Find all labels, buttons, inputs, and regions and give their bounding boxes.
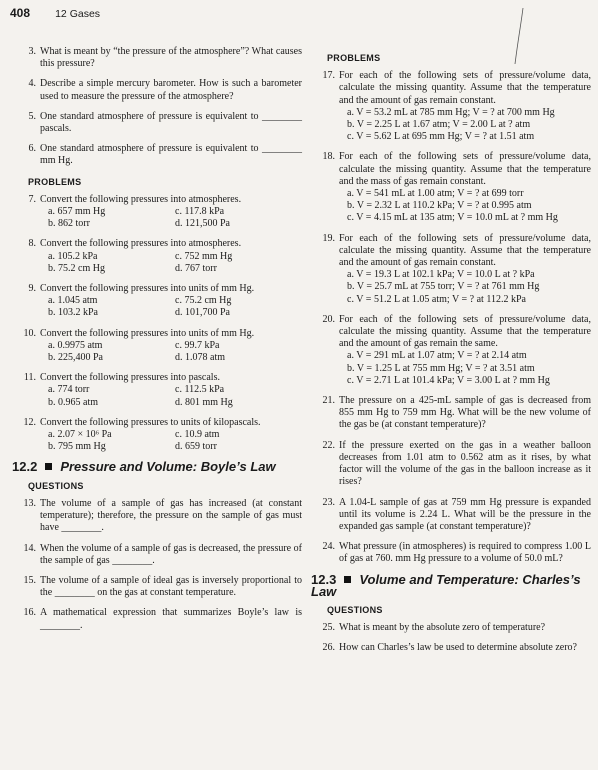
answer-options xyxy=(40,340,302,364)
answer-option: c. 10.9 atm xyxy=(175,429,220,441)
question-item xyxy=(12,143,302,167)
answer-option: d. 121,500 Pa xyxy=(175,218,230,230)
answer-option: c. V = 51.2 L at 1.05 atm; V = ? at 112.2 kPa xyxy=(347,293,526,305)
page-number: 408 xyxy=(10,6,31,20)
answer-options xyxy=(40,429,302,453)
question-number: 6. xyxy=(28,143,36,155)
answer-option: c. 117.8 kPa xyxy=(175,206,225,218)
answer-option: a. 657 mm Hg xyxy=(48,206,106,218)
answer-option: c. 112.5 kPa xyxy=(175,384,225,396)
question-text: Describe a simple mercury barometer. How is such a barometer used to measure the pressure of the atmosphere? xyxy=(40,78,302,102)
answer-option: a. V = 19.3 L at 102.1 kPa; V = 10.0 L at ? kPa xyxy=(347,269,535,281)
question-text: A 1.04-L sample of gas at 759 mm Hg pressure is expanded until its volume is 2.24 L. What will be the pressure in the expanded gas sample (at constant temperature)? xyxy=(339,496,591,532)
answer-options xyxy=(40,384,302,408)
right-column xyxy=(311,46,591,663)
question-number: 11. xyxy=(23,372,36,384)
question-item xyxy=(12,46,302,70)
subsection-heading: PROBLEMS xyxy=(327,53,381,63)
question-number: 7. xyxy=(28,193,36,205)
answer-option: a. 2.07 × 10⁶ Pa xyxy=(48,429,112,441)
question-item xyxy=(311,151,591,224)
question-number: 8. xyxy=(28,238,36,250)
answer-option: b. V = 1.25 L at 755 mm Hg; V = ? at 3.51 atm xyxy=(347,362,535,374)
question-text: For each of the following sets of pressure/volume data, calculate the missing quantity. Assume that the temperature and the amount of gas remain constant. xyxy=(339,70,591,106)
question-number: 26. xyxy=(322,642,335,654)
section-title: Pressure and Volume: Boyle’s Law xyxy=(60,459,276,475)
question-item xyxy=(311,497,591,534)
question-item xyxy=(12,194,302,231)
subsection-heading: PROBLEMS xyxy=(28,176,82,187)
question-item xyxy=(311,440,591,489)
question-item xyxy=(311,70,591,143)
left-column xyxy=(12,46,302,640)
question-item xyxy=(12,78,302,102)
question-number: 19. xyxy=(322,232,335,244)
answer-option: a. V = 541 mL at 1.00 atm; V = ? at 699 torr xyxy=(347,188,524,200)
answer-option: a. V = 53.2 mL at 785 mm Hg; V = ? at 700 mm Hg xyxy=(347,106,555,118)
question-item xyxy=(12,238,302,275)
answer-option: d. 801 mm Hg xyxy=(175,396,233,408)
question-item xyxy=(311,395,591,432)
answer-option: c. 99.7 kPa xyxy=(175,339,220,351)
question-item xyxy=(311,314,591,387)
question-item xyxy=(311,233,591,306)
question-text: For each of the following sets of pressure/volume data, calculate the missing quantity. Assume that the temperature and the amount of gas remain constant. xyxy=(339,232,591,269)
question-text: Convert the following pressures into units of mm Hg. xyxy=(40,283,255,295)
answer-option: c. V = 2.71 L at 101.4 kPa; V = 3.00 L at ? mm Hg xyxy=(347,374,550,386)
question-text: A mathematical expression that summarizes Boyle’s law is ________. xyxy=(40,607,302,631)
question-item xyxy=(311,642,591,654)
answer-option: c. 752 mm Hg xyxy=(175,250,233,262)
question-number: 14. xyxy=(23,542,36,554)
question-number: 18. xyxy=(322,151,335,163)
question-number: 21. xyxy=(322,395,335,407)
question-number: 24. xyxy=(322,541,335,553)
question-text: For each of the following sets of pressure/volume data, calculate the missing quantity. Assume that the temperature and the mass of gas remain constant. xyxy=(339,151,591,187)
answer-option: c. V = 5.62 L at 695 mm Hg; V = ? at 1.51 atm xyxy=(347,131,535,143)
question-number: 13. xyxy=(23,497,36,509)
question-item xyxy=(12,417,302,454)
question-item xyxy=(12,543,302,567)
answer-option: b. V = 2.32 L at 110.2 kPa; V = ? at 0.995 atm xyxy=(347,200,532,212)
question-item xyxy=(12,372,302,409)
answer-option: a. 105.2 kPa xyxy=(48,250,98,262)
answer-option: b. 225,400 Pa xyxy=(48,352,103,364)
answer-option: b. 862 torr xyxy=(48,218,90,230)
page-header xyxy=(10,6,100,20)
question-number: 3. xyxy=(28,46,36,57)
answer-option: d. 101,700 Pa xyxy=(175,307,230,319)
question-number: 5. xyxy=(28,110,36,122)
answer-option: b. 0.965 atm xyxy=(48,396,98,408)
answer-option: c. 75.2 cm Hg xyxy=(175,295,232,307)
question-text: Convert the following pressures into atmospheres. xyxy=(40,238,242,250)
question-text: Convert the following pressures into atmospheres. xyxy=(40,193,242,205)
question-item xyxy=(311,622,591,634)
answer-options xyxy=(339,188,591,225)
section-heading xyxy=(12,461,302,473)
answer-option: a. 774 torr xyxy=(48,384,90,396)
section-number: 12.2 xyxy=(12,459,38,475)
answer-option: d. 767 torr xyxy=(175,262,217,274)
question-text: The pressure on a 425-mL sample of gas is decreased from 855 mm Hg to 759 mm Hg. What will be the new volume of the gas be (at constant temperature)? xyxy=(339,395,591,431)
question-number: 17. xyxy=(322,70,335,82)
question-item xyxy=(12,607,302,631)
question-text: When the volume of a sample of gas is decreased, the pressure of the sample of gas ________. xyxy=(40,542,302,566)
square-bullet-icon xyxy=(45,463,52,470)
section-number: 12.3 xyxy=(311,571,337,587)
answer-options xyxy=(40,251,302,275)
question-number: 16. xyxy=(23,607,36,619)
question-text: One standard atmosphere of pressure is equivalent to ________ mm Hg. xyxy=(40,143,302,167)
answer-option: b. 103.2 kPa xyxy=(48,307,98,319)
answer-option: a. V = 291 mL at 1.07 atm; V = ? at 2.14 atm xyxy=(347,350,527,362)
question-number: 22. xyxy=(322,439,335,451)
question-text: If the pressure exerted on the gas in a weather balloon decreases from 1.01 atm to 0.562 atm as it rises, by what factor will the volume of the gas in the balloon increase as it rises? xyxy=(339,439,591,488)
answer-option: b. 75.2 cm Hg xyxy=(48,262,105,274)
question-text: What is meant by “the pressure of the atmosphere”? What causes this pressure? xyxy=(40,46,302,70)
question-number: 10. xyxy=(23,327,36,339)
section-title: Volume and Temperature: Charles’s Law xyxy=(311,571,581,599)
question-text: One standard atmosphere of pressure is equivalent to ________ pascals. xyxy=(40,110,302,135)
answer-option: b. V = 2.25 L at 1.67 atm; V = 2.00 L at ? atm xyxy=(347,119,531,131)
subsection-heading: QUESTIONS xyxy=(327,604,383,615)
answer-options xyxy=(339,107,591,144)
section-heading xyxy=(311,571,591,599)
question-text: For each of the following sets of pressure/volume data, calculate the missing quantity. Assume that the temperature and the amount of gas remain the same. xyxy=(339,313,591,350)
answer-option: d. 1.078 atm xyxy=(175,352,225,364)
question-text: What pressure (in atmospheres) is required to compress 1.00 L of gas at 760. mm Hg pressure to a volume of 50.0 mL? xyxy=(339,541,591,565)
answer-option: c. V = 4.15 mL at 135 atm; V = 10.0 mL at ? mm Hg xyxy=(347,212,558,224)
answer-option: a. 0.9975 atm xyxy=(48,339,103,351)
question-number: 25. xyxy=(322,622,335,634)
answer-options xyxy=(40,206,302,230)
question-number: 23. xyxy=(322,496,335,508)
answer-options xyxy=(339,350,591,387)
question-text: How can Charles’s law be used to determine absolute zero? xyxy=(339,642,577,654)
question-item xyxy=(12,575,302,599)
square-bullet-icon xyxy=(344,576,351,583)
question-number: 20. xyxy=(322,313,335,325)
subsection-heading: QUESTIONS xyxy=(28,480,84,491)
question-number: 12. xyxy=(23,416,36,428)
answer-option: b. 795 mm Hg xyxy=(48,441,106,453)
question-text: The volume of a sample of ideal gas is inversely proportional to the ________ on the gas at constant temperature. xyxy=(40,574,302,599)
answer-options xyxy=(40,295,302,319)
chapter-title: 12 Gases xyxy=(55,8,101,20)
question-text: Convert the following pressures into pascals. xyxy=(40,372,220,384)
answer-option: a. 1.045 atm xyxy=(48,295,98,307)
question-item xyxy=(12,328,302,365)
question-item xyxy=(12,111,302,135)
question-item xyxy=(12,283,302,320)
question-item xyxy=(311,541,591,565)
question-number: 15. xyxy=(23,574,36,586)
question-text: What is meant by the absolute zero of temperature? xyxy=(339,622,546,634)
question-number: 4. xyxy=(28,78,36,90)
question-item xyxy=(12,498,302,535)
question-number: 9. xyxy=(28,283,36,295)
question-text: Convert the following pressures to units of kilopascals. xyxy=(40,416,261,428)
question-text: Convert the following pressures into units of mm Hg. xyxy=(40,327,255,339)
answer-option: b. V = 25.7 mL at 755 torr; V = ? at 761 mm Hg xyxy=(347,281,540,293)
answer-options xyxy=(339,269,591,306)
question-text: The volume of a sample of gas has increased (at constant temperature); therefore, the pressure on the sample of gas must have ________. xyxy=(40,497,302,534)
answer-option: d. 659 torr xyxy=(175,441,217,453)
